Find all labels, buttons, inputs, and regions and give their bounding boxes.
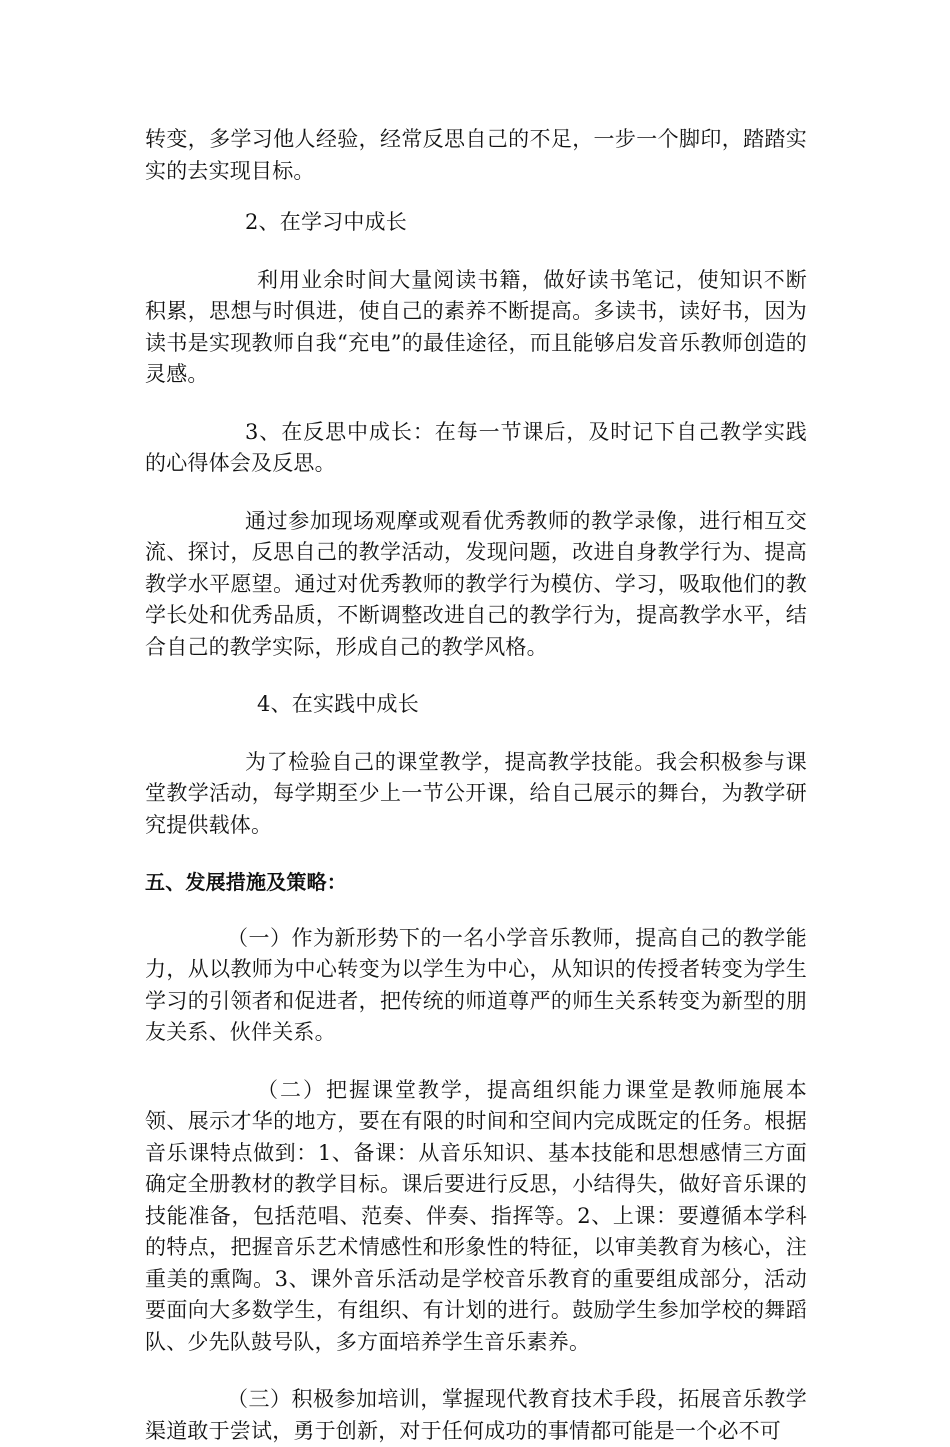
measure-paragraph-2: （二）把握课堂教学，提高组织能力课堂是教师施展本领、展示才华的地方，要在有限的时间和空间内完成既定的任务。根据音乐课特点做到：1、备课：从音乐知识、基本技能和思想感情三方面确定全册教材的教学目标。课后要进行反思，小结得失，做好音乐课的技能准备，包括范唱、范奏、伴奏、指挥等。2、上课：要遵循本学科的特点，把握音乐艺术情感性和形象性的特征，以审美教育为核心，注重美的熏陶。3、课外音乐活动是学校音乐教育的重要组成部分，活动要面向大多数学生，有组织、有计划的进行。鼓励学生参加学校的舞蹈队、少先队鼓号队，多方面培养学生音乐素养。 — [145, 1077, 807, 1354]
paragraph-continuation: 转变，多学习他人经验，经常反思自己的不足，一步一个脚印，踏踏实实的去实现目标。 — [145, 127, 807, 183]
measure-paragraph-3: （三）积极参加培训，掌握现代教育技术手段，拓展音乐教学渠道敢于尝试，勇于创新，对于任何成功的事情都可能是一个必不可 — [145, 1387, 807, 1443]
document-body — [145, 124, 807, 1447]
subheading-practice-growth: 4、在实践中成长 — [257, 692, 419, 716]
section-heading: 五、发展措施及策略： — [145, 870, 347, 894]
paragraph-observation: 通过参加现场观摩或观看优秀教师的教学录像，进行相互交流、探讨，反思自己的教学活动，发现问题，改进自身教学行为、提高教学水平愿望。通过对优秀教师的教学行为模仿、学习，吸取他们的教学长处和优秀品质，不断调整改进自己的教学行为，提高教学水平，结合自己的教学实际，形成自己的教学风格。 — [145, 508, 807, 659]
paragraph-reading: 利用业余时间大量阅读书籍，做好读书笔记，使知识不断积累，思想与时俱进，使自己的素养不断提高。多读书，读好书，因为读书是实现教师自我“充电”的最佳途径，而且能够启发音乐教师创造的灵感。 — [145, 267, 807, 386]
subheading-reflection-growth: 3、在反思中成长：在每一节课后，及时记下自己教学实践的心得体会及反思。 — [145, 419, 807, 475]
paragraph-practice: 为了检验自己的课堂教学，提高教学技能。我会积极参与课堂教学活动，每学期至少上一节公开课，给自己展示的舞台，为教学研究提供载体。 — [145, 749, 807, 837]
subheading-learning-growth: 2、在学习中成长 — [245, 210, 407, 234]
measure-paragraph-1: （一）作为新形势下的一名小学音乐教师，提高自己的教学能力，从以教师为中心转变为以学生为中心，从知识的传授者转变为学生学习的引领者和促进者，把传统的师道尊严的师生关系转变为新型的朋友关系、伙伴关系。 — [145, 925, 807, 1044]
